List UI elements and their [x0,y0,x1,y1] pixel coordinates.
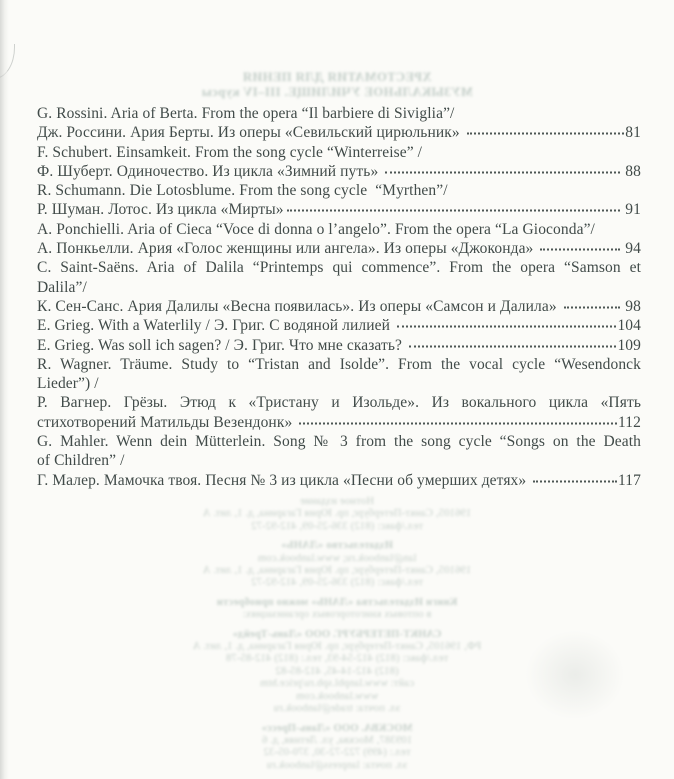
bleed-through-line: Нотное издание [300,496,374,507]
dot-leader [397,325,616,328]
toc-line [37,374,641,393]
toc-entry-text: F. Schubert. Einsamkeit. From the song cycle “Winterreise” / [37,143,423,161]
toc-entry-text: R. Schumann. Die Lotosblume. From the song cycle “Myrthen”/ [37,182,448,200]
toc-entry-text: E. Grieg. With a Waterlily / Э. Григ. С водяной лилией [37,317,394,335]
bleed-through-line: РФ, 196105, Санкт-Петербург, пр. Юрия Гагарина, д. 1, лит. А [192,641,482,653]
toc-entry-text: R. Wagner. Träume. Study to “Tristan and Isolde”. From the vocal cycle “Wesendonck [37,355,641,373]
toc-line [37,336,641,355]
page-number: 104 [617,317,641,335]
bleed-through-top [0,70,674,100]
toc-entry-text: Dalila”/ [37,278,87,296]
dot-leader [409,344,616,347]
dot-leader [540,248,620,251]
bleed-through-line: 109387, Москва, ул. Летняя, д. 6 [261,734,413,746]
toc-entry-text: Ф. Шуберт. Одиночество. Из цикла «Зимний путь» [37,162,383,180]
dot-leader [564,305,621,308]
dot-leader [385,170,620,173]
bleed-through-line: эл. почта: lanpress@lanbook.ru [266,759,408,771]
bleed-through-line: тел./факс: (812) 336-25-09, 412-92-72 [250,577,424,589]
toc-line [37,316,641,335]
toc-line [37,471,641,490]
bleed-through-gap [0,716,674,723]
toc-line [37,104,641,123]
page-number: 112 [618,413,641,431]
bleed-through-bottom [0,496,674,772]
page-number: 91 [621,201,641,219]
toc-line [37,413,641,432]
toc-entry-text: of Children” / [37,452,125,470]
toc-entry-text: А. Понкьелли. Ария «Голос женщины или ангела». Из оперы «Джоконда» [37,240,538,258]
toc-line [37,143,641,162]
bleed-through-gap [0,590,674,597]
page-number: 117 [618,471,641,489]
bleed-through-line: в оптовых книготорговых организациях: [242,609,432,621]
toc-line [37,355,641,374]
toc-entry-text: G. Rossini. Aria of Berta. From the opera “Il barbiere di Siviglia”/ [37,105,455,122]
dot-leader [467,132,625,135]
toc-entry-text: E. Grieg. Was soll ich sagen? / Э. Григ. Что мне сказать? [37,336,407,354]
toc-line [37,393,641,412]
toc-entry-text: Дж. Россини. Ария Берты. Из оперы «Севильский цирюльник» [37,124,464,142]
bleed-through-line: lan@lanbook.ru; www.lanbook.com [257,552,417,564]
bleed-through-gap [0,533,674,540]
bleed-through-line: МУЗЫКАЛЬНОЕ УЧИЛИЩЕ. III–IV курсы [201,85,473,99]
bleed-through-line: сайт: www.lanpbl.spb.ru/price.htm [259,678,415,690]
bleed-through-line: САНКТ-ПЕТЕРБУРГ. ООО «Лань-Трейд» [232,628,442,640]
toc-line [37,258,641,277]
toc-entry-text: К. Сен-Санс. Ария Далилы «Весна появилась». Из оперы «Самсон и Далила» [37,297,561,315]
page-number: 109 [617,336,641,354]
page-number: 98 [621,297,641,315]
table-of-contents [37,104,641,490]
toc-entry-text: Р. Вагнер. Грёзы. Этюд к «Тристану и Изольде». Из вокального цикла «Пять [37,394,641,412]
toc-line [37,297,641,316]
toc-entry-text: Р. Шуман. Лотос. Из цикла «Мирты» [37,201,284,219]
toc-line [37,239,641,258]
toc-line [37,432,641,451]
toc-entry-text: Lieder”) / [37,375,99,393]
dot-leader [533,479,617,482]
bleed-through-line: 196105, Санкт-Петербург, пр. Юрия Гагарина, д. 1, лит. А [202,565,472,577]
bleed-through-line: (812) 412-14-45, 412-85-82 [275,665,399,677]
bleed-through-line: тел./факс: (812) 412-54-93, тел.: (812) 412-85-78 [225,653,449,665]
bleed-through-line: эл. почта: trade@lanbook.ru [273,703,401,715]
bleed-through-line: тел./факс: (812) 336-25-09, 412-92-72 [250,520,424,532]
bleed-through-line: МОСКВА. ООО «Лань-Пресс» [261,722,413,734]
toc-line [37,200,641,219]
bleed-through-gap [0,622,674,629]
bleed-through-line: тел.: (499) 722-72-30, 370-05-32 [263,747,411,759]
bleed-through-line: 196105, Санкт-Петербург, пр. Юрия Гагарина, д. 1, лит. А [202,508,472,520]
toc-line [37,123,641,142]
toc-line [37,278,641,297]
toc-entry-text: A. Ponchielli. Aria of Cieca “Voce di donna o l’angelo”. From the opera “La Gioconda”/ [37,220,595,238]
bleed-through-line: Книги Издательства «ЛАНЬ» можно приобрести [216,596,458,608]
bleed-through-line: ХРЕСТОМАТИЯ ДЛЯ ПЕНИЯ [242,70,432,84]
toc-line [37,162,641,181]
bleed-through-line: www.lanbook.com [295,690,379,702]
toc-entry-text: C. Saint-Saëns. Aria of Dalila “Printemps qui commence”. From the opera “Samson et [37,259,641,277]
dot-leader [287,209,621,212]
toc-entry-text: стихотворений Матильды Везендонк» [37,413,297,431]
page-number: 81 [625,124,641,142]
dot-leader [299,421,617,424]
toc-line [37,181,641,200]
toc-entry-text: G. Mahler. Wenn dein Mütterlein. Song № 3 from the song cycle “Songs on the Death [37,433,641,451]
page-number: 88 [621,162,641,180]
toc-line [37,451,641,470]
toc-line [37,220,641,239]
page-number: 94 [621,240,641,258]
toc-entry-text: Г. Малер. Мамочка твоя. Песня № 3 из цикла «Песни об умерших детях» [37,471,531,489]
bleed-through-line: Издательство «ЛАНЬ» [281,540,393,552]
